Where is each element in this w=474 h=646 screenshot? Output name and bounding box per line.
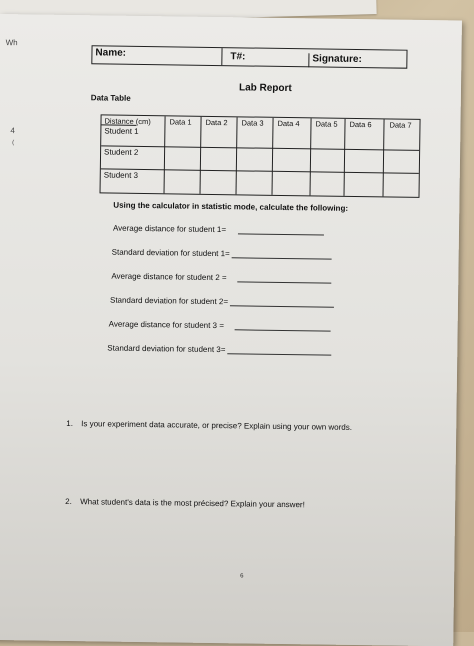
calc-label: Average distance for student 2 = [111, 271, 227, 283]
calc-line [110, 296, 334, 308]
data-table [100, 114, 421, 197]
table-column-divider [272, 118, 274, 195]
question-1 [66, 419, 352, 432]
question-number: 1. [66, 418, 74, 429]
answer-blank [228, 353, 332, 355]
answer-blank [232, 257, 332, 259]
table-row-label: Student 3 [103, 170, 139, 180]
table-column-divider [236, 117, 238, 194]
table-row-divider [101, 145, 419, 150]
signature-label: Signature: [308, 53, 362, 68]
data-table-title: Data Table [90, 93, 131, 103]
page-title: Lab Report [238, 82, 292, 95]
calc-line [111, 272, 331, 284]
table-row-divider [101, 168, 419, 173]
table-column-divider [343, 119, 345, 196]
column-header: Distance (cm) [104, 116, 151, 127]
question-number: 2. [65, 496, 72, 507]
column-header: Data 7 [389, 120, 412, 130]
table-column-divider [164, 116, 166, 193]
calc-line [107, 344, 331, 356]
name-divider [221, 48, 222, 65]
question-2 [65, 497, 305, 509]
table-column-divider [200, 117, 202, 194]
calc-line [109, 320, 331, 332]
calc-label: Standard deviation for student 3= [107, 343, 226, 355]
calculation-instructions: Using the calculator in statistic mode, calculate the following: [113, 200, 349, 213]
calc-label: Average distance for student 3 = [108, 319, 224, 331]
answer-blank [230, 305, 334, 307]
student-info-box [91, 45, 407, 68]
table-row-label: Student 1 [104, 126, 139, 136]
answer-blank [234, 329, 330, 331]
t-number-label: T#: [230, 51, 246, 63]
margin-mark-top: Wh [5, 38, 18, 48]
name-label: Name: [95, 47, 127, 59]
calc-label: Standard deviation for student 2= [109, 295, 229, 307]
table-column-divider [382, 119, 384, 196]
question-text: Is your experiment data accurate, or precise? Explain using your own words. [81, 419, 353, 432]
worksheet-page [0, 14, 462, 646]
page-number: 6 [240, 573, 244, 580]
margin-mark-c: ( [12, 140, 15, 147]
calc-label: Average distance for student 1= [112, 223, 227, 235]
calc-line [112, 248, 332, 260]
calc-line [113, 224, 324, 236]
answer-blank [237, 281, 331, 283]
column-header: Data 4 [277, 118, 300, 129]
margin-mark-4: 4 [10, 126, 15, 136]
column-header: Data 2 [205, 117, 228, 128]
column-header: Data 1 [169, 117, 192, 127]
answer-blank [238, 233, 324, 235]
table-row-label: Student 2 [104, 147, 139, 157]
question-text: What student's data is the most précised? Explain your answer! [80, 497, 305, 510]
column-header: Data 3 [241, 118, 264, 128]
column-header: Data 6 [349, 119, 372, 130]
calc-label: Standard deviation for student 1= [111, 247, 230, 259]
column-header: Data 5 [315, 119, 338, 129]
table-column-divider [309, 118, 311, 195]
